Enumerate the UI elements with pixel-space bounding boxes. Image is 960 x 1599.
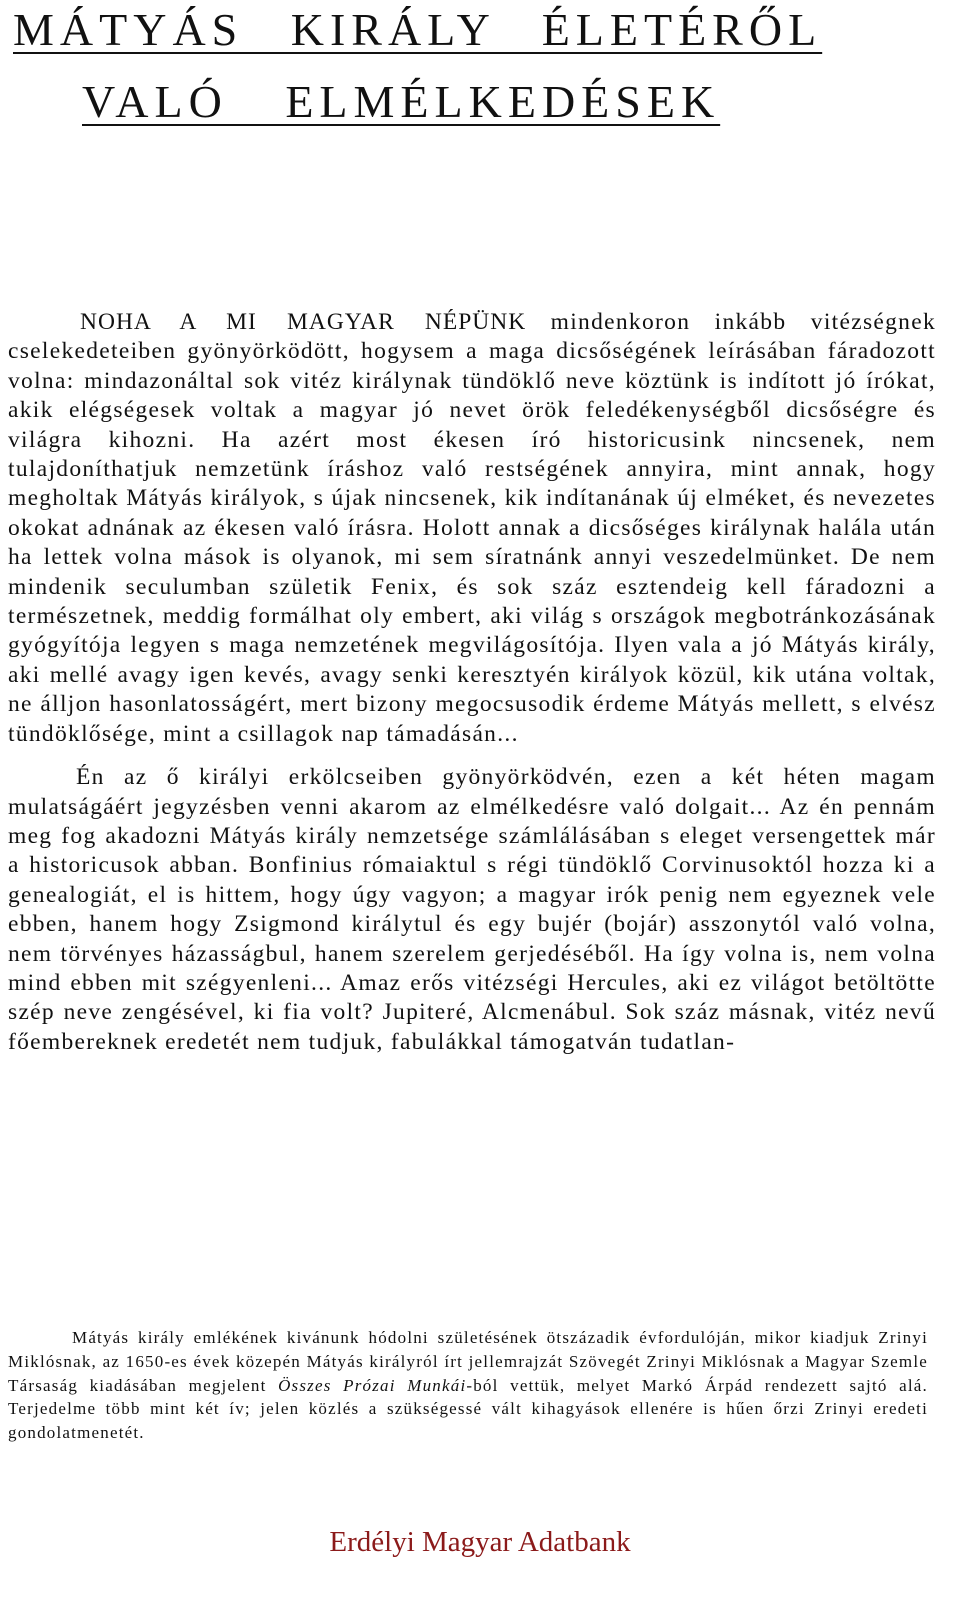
paragraph-1 <box>8 308 936 749</box>
title-line-1: MÁTYÁS KIRÁLY ÉLETÉRŐL <box>13 4 823 55</box>
paragraph-1-text: mindenkoron inkább vitézségnek cselekedeteiben gyönyörködött, hogysem a maga dicsőségének leírásában fáradozott volna: mindazonáltal sok vitéz királynak tündöklő neve köztünk is indított jó írókat, akik elégségesek voltak a magyar jó nevet örök feledékenységből dicsőségre és világra kihozni. Ha azért most ékesen író historicusink nincsenek, nem tulajdoníthatjuk nemzetünk íráshoz való restségének annyira, mint annak, hogy megholtak Mátyás királyok, s újak nincsenek, kik indítanának új elméket, és nevezetes okokat adnának az ékesen való írásra. Holott annak a dicsőséges királynak halála után ha lettek volna mások is olyanok, mi sem síratnánk annyi veszedelmünket. De nem mindenik seculumban születik Fenix, és sok száz esztendeig kell fáradozni a természetnek, meddig formálhat oly embert, aki világ s országok megbotránkozásának gyógyítója legyen s maga nemzetének megvilágosítója. Ilyen vala a jó Mátyás király, aki mellé avagy igen kevés, avagy senki keresztyén királyok közül, kik utána voltak, ne álljon hasonlatosságért, mert bizony megocsusodik érdeme Mátyás mellett, s elvész tündöklősége, mint a csillagok nap támadásán... <box>8 309 937 747</box>
paragraph-2: Én az ő királyi erkölcseiben gyönyörködvén, ezen a két héten magam mulatságáért jegyzésben venni akarom az elmélkedésre való dolgait... Az én pennám meg fog akadozni Mátyás király nemzetsége számlálásában s eleget versengettek már a historicusok abban. Bonfinius rómaiaktul s régi tündöklő Corvinusoktól hozza ki a genealogiát, el is hittem, hogy úgy vagyon; a magyar irók penig nem egyeznek vele ebben, hanem hogy Zsigmond királytul és egy bujér (bojár) asszonytól való volna, nem törvényes házasságbul, hanem szerelem gerjedéséből. Ha így volna is, nem volna mind ebben mit szégyenleni... Amaz erős vitézségi Hercules, aki ez világot betöltötte szép neve zengésével, ki fia volt? Jupiteré, Alcmenábul. Sok száz másnak, vitéz nevű főembereknek eredetét nem tudjuk, fabulákkal támogatván tudatlan- <box>8 764 936 1055</box>
paragraph-1-lead: NOHA A MI MAGYAR NÉPÜNK <box>80 309 527 335</box>
footnote-book-title: Összes Prózai Munkái <box>278 1375 467 1395</box>
title-line-2: VALÓ ELMÉLKEDÉSEK <box>82 76 721 127</box>
source-footer: Erdélyi Magyar Adatbank <box>329 1526 631 1558</box>
footnote-text-end: -ból vettük, melyet Markó Árpád rendezett sajtó alá. Terjedelme több mint két ív; jelen közlés a szükségessé vált kihagyások ellenére is hűen őrzi Zrinyi eredeti gondolatmenetét. <box>8 1375 928 1443</box>
main-text <box>8 308 936 1057</box>
footnote-text-start: Mátyás király emlékének kivánunk hódolni születésének ötszázadik évfordulóján, mikor kiadjuk Zrinyi Miklósnak, az 1650-es évek közepén Mátyás királyról írt jellemrajzát Szövegét Zrinyi Miklósnak a Magyar Szemle Társaság kiadásában megjelent <box>8 1328 928 1395</box>
editor-footnote <box>8 1326 928 1445</box>
